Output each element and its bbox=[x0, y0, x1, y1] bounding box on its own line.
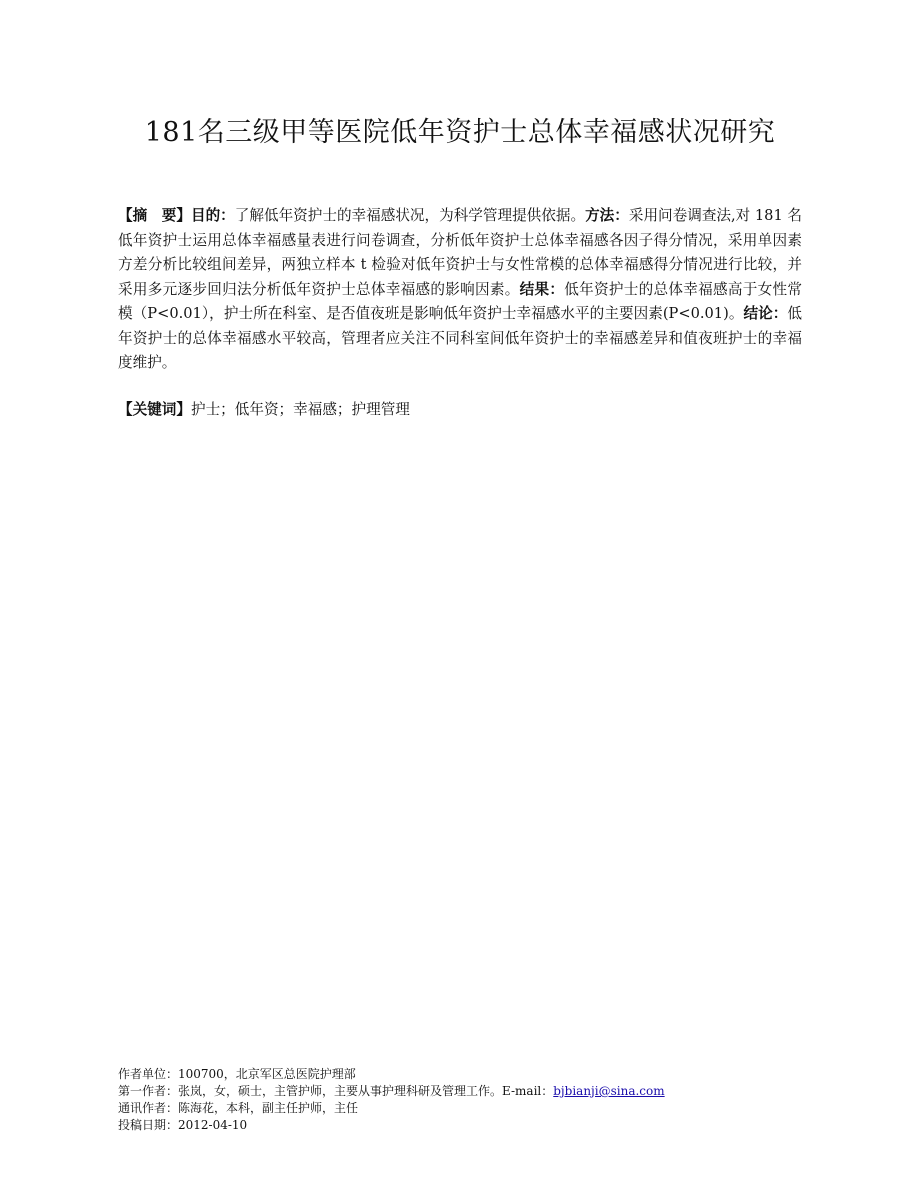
keywords-text: 护士；低年资；幸福感；护理管理 bbox=[190, 401, 410, 418]
results-label: 结果： bbox=[519, 280, 565, 298]
first-author-text: 第一作者：张岚，女，硕士，主管护师，主要从事护理科研及管理工作。E-mail： bbox=[118, 1084, 554, 1098]
objective-label: 目的： bbox=[190, 207, 235, 224]
footnotes bbox=[118, 1066, 802, 1134]
methods-label: 方法： bbox=[585, 207, 629, 224]
methods-text: 采用问卷调查法,对 181 名低年资护士运用总体幸福感量表进行问卷调查，分析低年资护士总体幸福感各因子得分情况，采用单因素方差分析比较组间差异，两独立样本 t 检验对低年资护士与女性常模的总体幸福感得分情况进行比较，并采用多元逐步回归法分析低年资护士总体幸福感的影响因素。 bbox=[118, 207, 802, 298]
abstract bbox=[118, 204, 802, 376]
submission-date: 投稿日期：2012-04-10 bbox=[118, 1118, 248, 1132]
abstract-label: 【摘 要】 bbox=[118, 207, 191, 224]
keywords bbox=[118, 398, 802, 423]
objective-text: 了解低年资护士的幸福感状况，为科学管理提供依据。 bbox=[234, 207, 586, 224]
author-unit: 作者单位：100700，北京军区总医院护理部 bbox=[118, 1067, 356, 1081]
conclusion-text: 低年资护士的总体幸福感水平较高，管理者应关注不同科室间低年资护士的幸福感差异和值夜班护士的幸福度维护。 bbox=[118, 305, 802, 371]
results-text: 低年资护士的总体幸福感高于女性常模（P<0.01），护士所在科室、是否值夜班是影响低年资护士幸福感水平的主要因素(P<0.01)。 bbox=[118, 280, 802, 322]
email-link[interactable]: bjbianji@sina.com bbox=[553, 1084, 665, 1098]
keywords-label: 【关键词】 bbox=[118, 401, 191, 418]
first-author bbox=[118, 1083, 802, 1100]
conclusion-label: 结论： bbox=[743, 305, 788, 322]
corresponding-author: 通讯作者：陈海花，本科，副主任护师，主任 bbox=[118, 1101, 359, 1115]
paper-title: 181名三级甲等医院低年资护士总体幸福感状况研究 bbox=[144, 117, 776, 148]
